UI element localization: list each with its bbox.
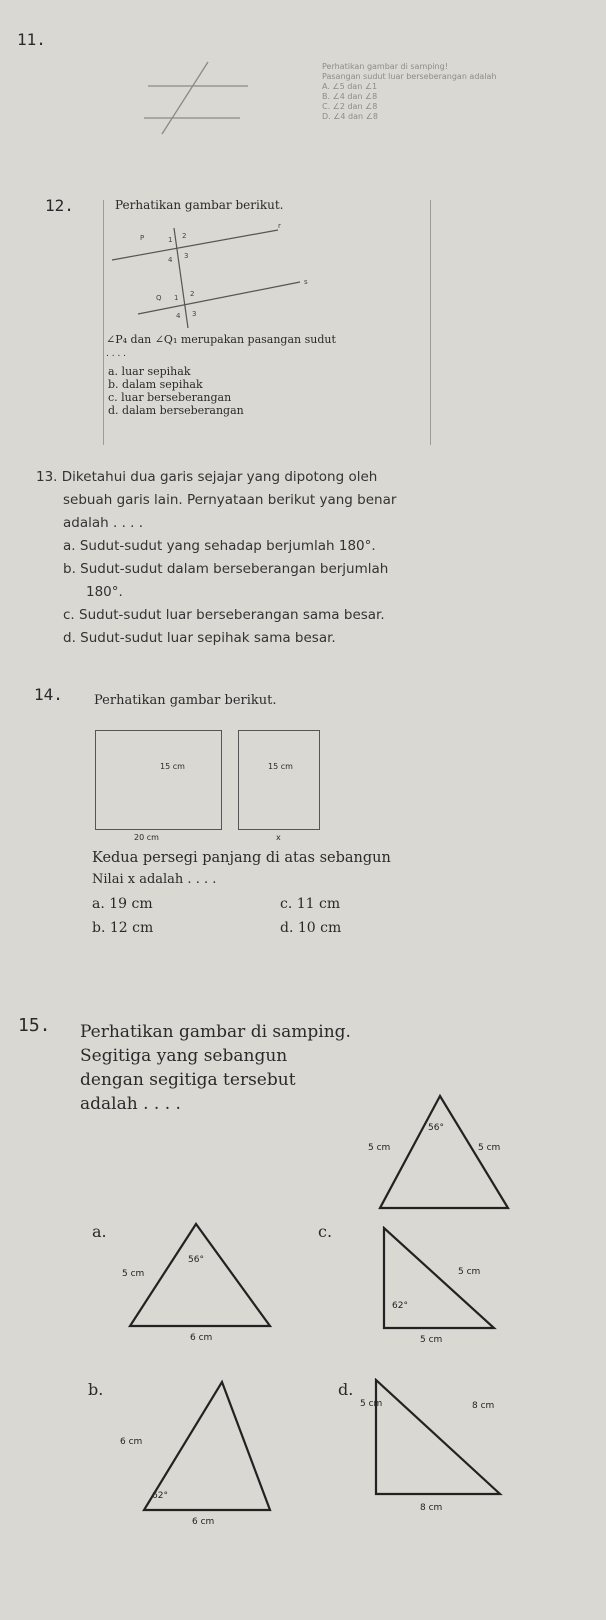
q14-rectangle-1 (95, 730, 222, 830)
q14-option-d: d. 10 cm (280, 920, 342, 936)
q15-d-base-label: 8 cm (420, 1503, 443, 1513)
q15-line2: Segitiga yang sebangun (80, 1046, 288, 1066)
q13-line1: Diketahui dua garis sejajar yang dipotong oleh (61, 469, 378, 485)
q11-faint-line: D. ∠4 dan ∠8 (322, 112, 378, 121)
q12-label-p1: 1 (168, 236, 173, 244)
q15-line1: Perhatikan gambar di samping. (80, 1022, 351, 1042)
q11-faint-line: Pasangan sudut luar berseberangan adalah (322, 72, 497, 81)
q15-option-b-letter: b. (88, 1380, 104, 1399)
q15-ref-right-label: 5 cm (478, 1143, 501, 1153)
q12-option-b: b. dalam sepihak (108, 378, 203, 391)
q13-number: 13. (36, 469, 58, 485)
q13-block (36, 466, 396, 650)
q15-option-b-triangle (110, 1378, 280, 1530)
q14-rect2-width-label: x (276, 833, 281, 842)
q15-d-right-label: 8 cm (472, 1401, 495, 1411)
q14-number: 14. (34, 685, 63, 704)
q13-line2: sebuah garis lain. Pernyataan berikut yang benar (63, 492, 397, 508)
q15-line3: dengan segitiga tersebut (80, 1070, 296, 1090)
q14-rectangle-2 (238, 730, 320, 830)
q12-figure (108, 218, 318, 330)
q13-option-b-line1: b. Sudut-sudut dalam berseberangan berjumlah (63, 561, 389, 577)
q15-ref-angle-label: 56° (428, 1123, 444, 1133)
q11-faint-text (322, 62, 592, 122)
q15-option-a-letter: a. (92, 1222, 107, 1241)
q12-label-p4: 4 (168, 256, 173, 264)
q12-label-q1: 1 (174, 294, 179, 302)
q12-options (108, 365, 244, 417)
q13-option-a: a. Sudut-sudut yang sehadap berjumlah 180°. (63, 538, 376, 554)
q15-option-a-triangle (110, 1218, 280, 1343)
q15-line4: adalah . . . . (80, 1094, 181, 1114)
q15-option-c-triangle (378, 1226, 508, 1348)
q12-option-a: a. luar sepihak (108, 365, 191, 378)
q12-label-p3: 3 (184, 252, 189, 260)
q14-statement: Kedua persegi panjang di atas sebangun (92, 850, 391, 866)
q12-label-q3: 3 (192, 310, 197, 318)
q12-statement: ∠P₄ dan ∠Q₁ merupakan pasangan sudut (106, 333, 336, 346)
q15-b-angle-label: 62° (152, 1491, 168, 1501)
q11-faint-line: C. ∠2 dan ∠8 (322, 102, 378, 111)
q14-rect1-height-label: 15 cm (160, 762, 185, 771)
q14-option-a: a. 19 cm (92, 896, 153, 912)
q15-option-c-letter: c. (318, 1222, 333, 1241)
q15-a-base-label: 6 cm (190, 1333, 213, 1343)
q15-text (80, 1020, 351, 1116)
q11-faint-line: B. ∠4 dan ∠8 (322, 92, 378, 101)
q13-option-c: c. Sudut-sudut luar berseberangan sama besar. (63, 607, 385, 623)
q12-number: 12. (45, 196, 74, 215)
q15-a-left-label: 5 cm (122, 1269, 145, 1279)
q13-line3: adalah . . . . (63, 515, 144, 531)
q12-label-p2: 2 (182, 232, 187, 240)
column-divider-right (430, 200, 431, 445)
q15-b-base-label: 6 cm (192, 1517, 215, 1527)
q14-rect2-height-label: 15 cm (268, 762, 293, 771)
q15-ref-left-label: 5 cm (368, 1143, 391, 1153)
q12-label-q2: 2 (190, 290, 195, 298)
q15-a-angle-label: 56° (188, 1255, 204, 1265)
q12-label-q4: 4 (176, 312, 181, 320)
q12-intro: Perhatikan gambar berikut. (115, 198, 284, 212)
q15-d-left-label: 5 cm (360, 1399, 383, 1409)
q15-option-d-triangle (360, 1378, 520, 1518)
q14-option-b: b. 12 cm (92, 920, 154, 936)
q13-option-d: d. Sudut-sudut luar sepihak sama besar. (63, 630, 336, 646)
q11-parallel-lines-figure (140, 58, 260, 138)
q14-rect1-width-label: 20 cm (134, 833, 159, 842)
q15-number: 15. (18, 1015, 51, 1036)
q15-option-d-letter: d. (338, 1380, 354, 1399)
q11-number: 11. (17, 30, 46, 49)
q15-c-base-label: 5 cm (420, 1335, 443, 1345)
q11-faint-line: Perhatikan gambar di samping! (322, 62, 448, 71)
q12-option-c: c. luar berseberangan (108, 391, 232, 404)
q12-label-q: Q (156, 294, 162, 302)
column-divider-left (103, 200, 104, 445)
q12-label-r: r (278, 222, 281, 230)
q15-b-left-label: 6 cm (120, 1437, 143, 1447)
q11-faint-line: A. ∠5 dan ∠1 (322, 82, 378, 91)
q12-label-p: P (140, 234, 145, 242)
q12-label-s: s (304, 278, 308, 286)
q15-c-angle-label: 62° (392, 1301, 408, 1311)
q14-option-c: c. 11 cm (280, 896, 341, 912)
q14-question: Nilai x adalah . . . . (92, 872, 217, 887)
q14-intro: Perhatikan gambar berikut. (94, 693, 277, 708)
q15-c-right-label: 5 cm (458, 1267, 481, 1277)
q12-dots: . . . . (106, 349, 127, 359)
q12-option-d: d. dalam berseberangan (108, 404, 244, 417)
q13-option-b-line2: 180°. (86, 584, 123, 600)
q15-reference-triangle (368, 1090, 518, 1215)
